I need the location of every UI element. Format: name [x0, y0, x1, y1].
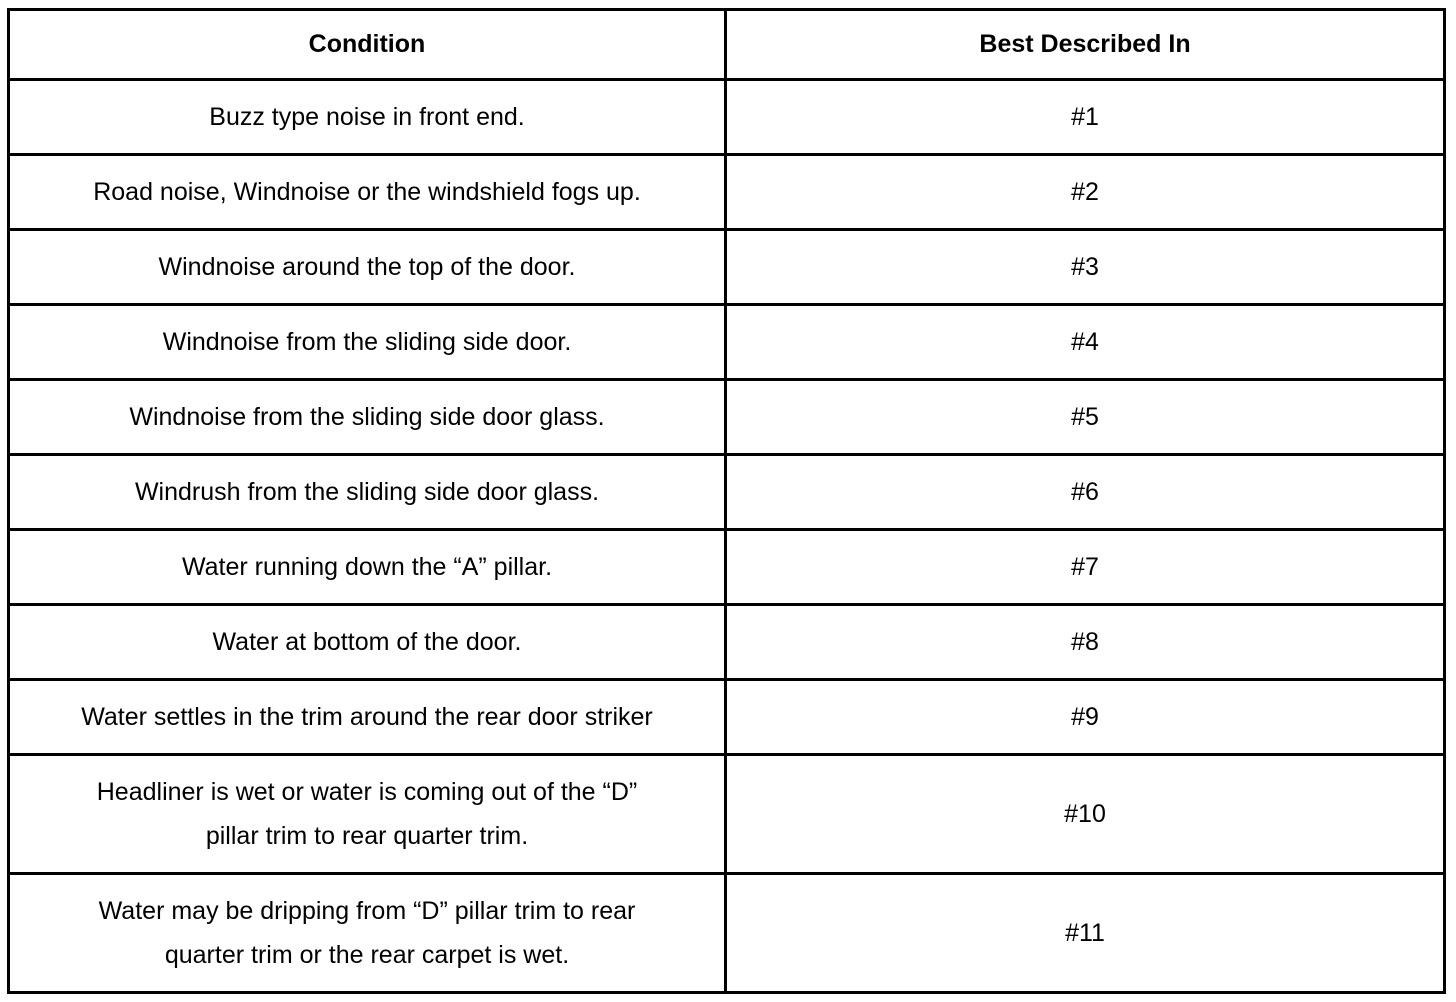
reference-cell: #10 [726, 755, 1445, 874]
table-row [9, 755, 1445, 874]
table-row [9, 605, 1445, 680]
condition-cell: Headliner is wet or water is coming out of the “D” pillar trim to rear quarter trim. [9, 755, 726, 874]
reference-cell: #5 [726, 380, 1445, 455]
reference-cell: #4 [726, 305, 1445, 380]
condition-cell: Water may be dripping from “D” pillar trim to rear quarter trim or the rear carpet is wet. [9, 874, 726, 993]
reference-cell: #7 [726, 530, 1445, 605]
table-row [9, 680, 1445, 755]
condition-cell: Water running down the “A” pillar. [9, 530, 726, 605]
condition-table [7, 8, 1446, 994]
condition-cell: Water at bottom of the door. [9, 605, 726, 680]
table-row [9, 80, 1445, 155]
condition-cell: Buzz type noise in front end. [9, 80, 726, 155]
table-row [9, 305, 1445, 380]
condition-cell: Windnoise around the top of the door. [9, 230, 726, 305]
table-row [9, 530, 1445, 605]
reference-cell: #6 [726, 455, 1445, 530]
table-row [9, 455, 1445, 530]
table-header-row [9, 10, 1445, 80]
reference-cell: #11 [726, 874, 1445, 993]
condition-cell: Windnoise from the sliding side door. [9, 305, 726, 380]
reference-cell: #8 [726, 605, 1445, 680]
condition-cell: Road noise, Windnoise or the windshield fogs up. [9, 155, 726, 230]
condition-cell: Windrush from the sliding side door glass. [9, 455, 726, 530]
column-header-condition: Condition [9, 10, 726, 80]
reference-cell: #3 [726, 230, 1445, 305]
table-row [9, 155, 1445, 230]
reference-cell: #9 [726, 680, 1445, 755]
reference-cell: #1 [726, 80, 1445, 155]
table-row [9, 380, 1445, 455]
column-header-best-described-in: Best Described In [726, 10, 1445, 80]
condition-cell: Windnoise from the sliding side door glass. [9, 380, 726, 455]
reference-cell: #2 [726, 155, 1445, 230]
table-row [9, 230, 1445, 305]
condition-cell: Water settles in the trim around the rear door striker [9, 680, 726, 755]
table-row [9, 874, 1445, 993]
